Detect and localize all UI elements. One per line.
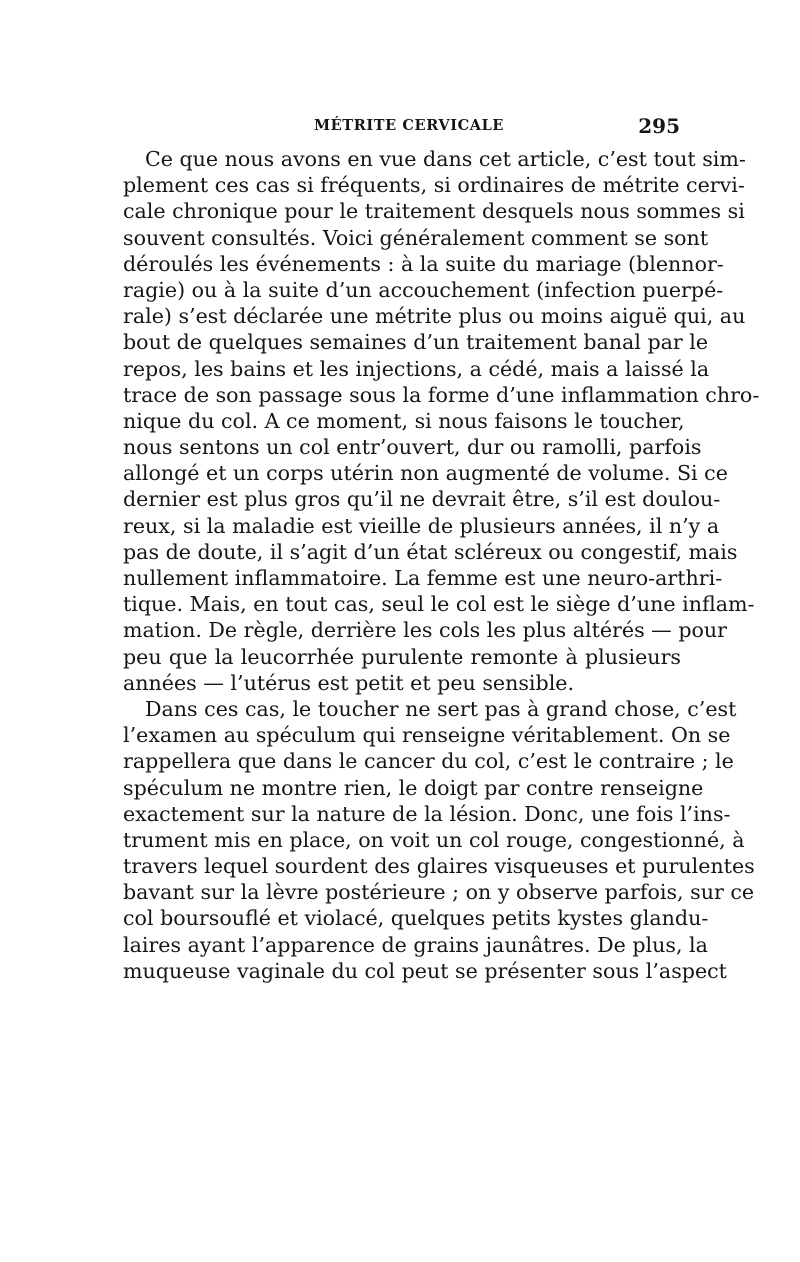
text-line: bavant sur la lèvre postérieure ; on y observe parfois, sur ce [123, 880, 755, 905]
text-line: nullement inflammatoire. La femme est une neuro-arthri- [123, 566, 723, 590]
text-line: nique du col. A ce moment, si nous faisons le toucher, [123, 408, 685, 433]
running-header [124, 114, 680, 139]
text-line: Ce que nous avons en vue dans cet article, c’est tout sim- [145, 147, 746, 171]
text-line: trace de son passage sous la forme d’une inflammation chro- [123, 382, 760, 407]
text-line: peu que la leucorrhée purulente remonte à plusieurs [123, 644, 681, 669]
text-line: reux, si la maladie est vieille de plusieurs années, il n’y a [123, 513, 720, 538]
text-line: exactement sur la nature de la lésion. Donc, une fois l’ins- [123, 801, 731, 826]
text-line: cale chronique pour le traitement desquels nous sommes si [123, 199, 745, 224]
text-line: rappellera que dans le cancer du col, c’est le contraire ; le [123, 749, 734, 774]
body-text [123, 146, 760, 984]
text-line: années — l’utérus est petit et peu sensible. [123, 670, 575, 695]
text-line: bout de quelques semaines d’un traitement banal par le [123, 330, 709, 355]
text-line: laires ayant l’apparence de grains jaunâtres. De plus, la [123, 932, 708, 957]
text-line: rale) s’est déclarée une métrite plus ou moins aiguë qui, au [123, 304, 746, 329]
text-line: spéculum ne montre rien, le doigt par contre renseigne [123, 775, 704, 800]
text-line: repos, les bains et les injections, a cédé, mais a laissé la [123, 356, 710, 381]
text-line: col boursouflé et violacé, quelques petits kystes glandu- [123, 906, 709, 931]
text-line: l’examen au spéculum qui renseigne véritablement. On se [123, 723, 731, 748]
text-line: souvent consultés. Voici généralement comment se sont [123, 225, 709, 250]
text-line: travers lequel sourdent des glaires visqueuses et purulentes [123, 854, 755, 879]
text-line: Dans ces cas, le toucher ne sert pas à grand chose, c’est [145, 696, 737, 721]
page-number: 295 [638, 114, 680, 138]
text-line: ragie) ou à la suite d’un accouchement (infection puerpé- [123, 277, 724, 302]
running-title: MÉTRITE CERVICALE [314, 117, 505, 134]
text-line: dernier est plus gros qu’il ne devrait être, s’il est doulou- [123, 487, 721, 512]
text-line: tique. Mais, en tout cas, seul le col est le siège d’une inflam- [123, 592, 755, 617]
text-line: nous sentons un col entr’ouvert, dur ou ramolli, parfois [123, 435, 702, 460]
text-line: pas de doute, il s’agit d’un état scléreux ou congestif, mais [123, 539, 738, 564]
text-line: déroulés les événements : à la suite du mariage (blennor- [123, 251, 724, 276]
text-line: allongé et un corps utérin non augmenté de volume. Si ce [123, 461, 728, 486]
text-line: plement ces cas si fréquents, si ordinaires de métrite cervi- [123, 173, 745, 198]
text-line: trument mis en place, on voit un col rouge, congestionné, à [123, 827, 745, 852]
text-line: muqueuse vaginale du col peut se présenter sous l’aspect [123, 958, 727, 983]
text-line: mation. De règle, derrière les cols les plus altérés — pour [123, 618, 728, 643]
